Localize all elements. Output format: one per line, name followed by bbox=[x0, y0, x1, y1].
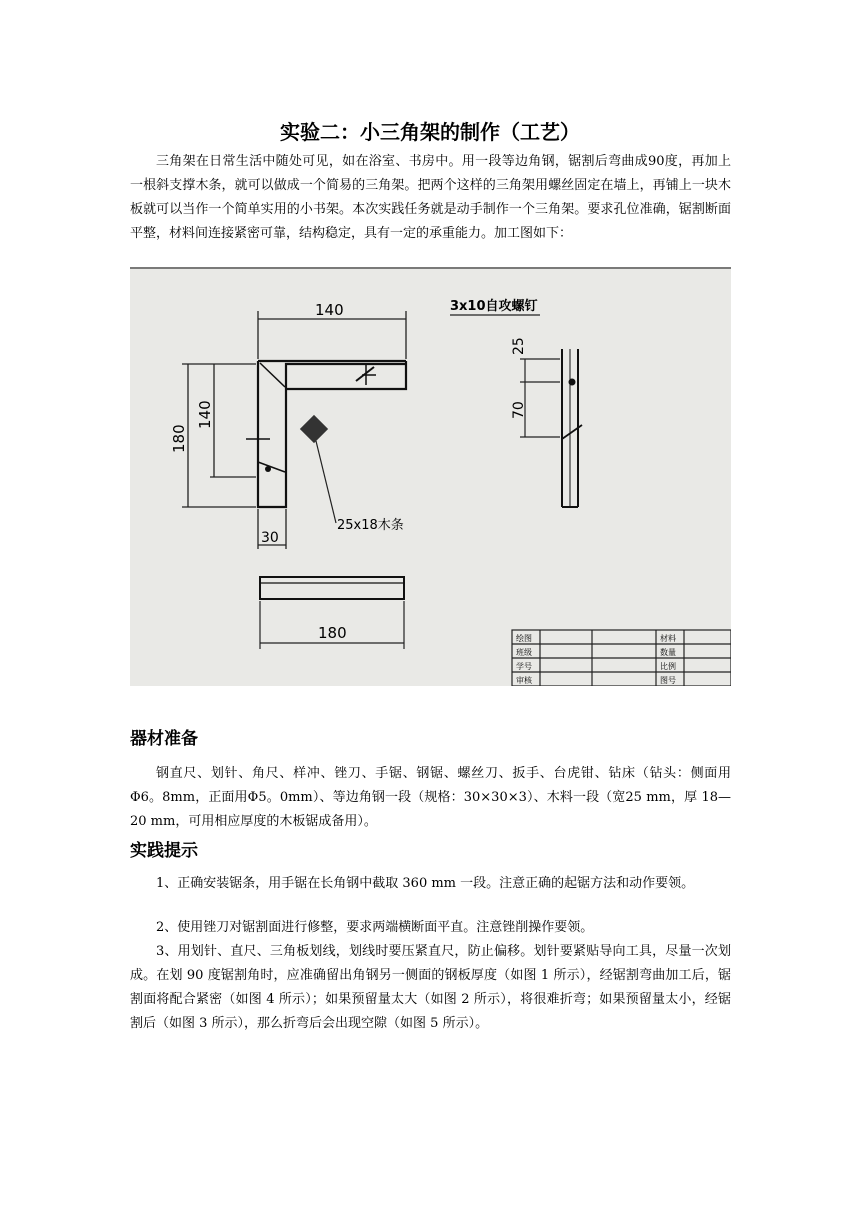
wood-cross-section bbox=[300, 415, 328, 443]
dim-25-70-lines bbox=[520, 359, 560, 437]
screw-label: 3x10自攻螺钉 bbox=[450, 299, 538, 314]
title-block-right-labels bbox=[660, 633, 676, 685]
tip-item-2: 2、使用锉刀对锯割面进行修整，要求两端横断面平直。注意锉削操作要领。 bbox=[156, 920, 594, 935]
drawing-svg bbox=[130, 267, 731, 686]
tb-left-2: 学号 bbox=[516, 662, 532, 671]
hole-mark-bottom bbox=[258, 462, 285, 472]
intro-paragraph: 三角架在日常生活中随处可见，如在浴室、书房中。用一段等边角钢，锯割后弯曲成90度，再加上一根斜支撑木条，就可以做成一个简易的三角架。把两个这样的三角架用螺丝固定在墙上，再铺上一块木板就可以当作一个简单实用的小书架。本次实践任务就是动手制作一个三角架。要求孔位准确，锯割断面平整，材料间连接紧密可靠，结构稳定，具有一定的承重能力。加工图如下： bbox=[130, 154, 731, 241]
engineering-drawing bbox=[130, 267, 731, 686]
angle-steel-side-view bbox=[562, 349, 578, 507]
wood-leader-line bbox=[316, 441, 336, 523]
dim-180-left: 180 bbox=[170, 424, 188, 453]
tb-right-1: 数量 bbox=[660, 648, 676, 657]
title-block-left-labels bbox=[516, 633, 533, 685]
section-materials-heading: 器材准备 bbox=[130, 729, 198, 749]
tb-right-3: 图号 bbox=[660, 676, 676, 685]
dim-180-left-lines bbox=[182, 364, 256, 507]
wood-strip-view bbox=[260, 577, 404, 599]
tip-item-1: 1、正确安装锯条，用手锯在长角钢中截取 360 mm 一段。注意正确的起锯方法和动作要领。 bbox=[156, 876, 695, 891]
dim-30: 30 bbox=[261, 530, 279, 546]
tb-left-1: 班级 bbox=[516, 648, 532, 657]
dim-180-bottom: 180 bbox=[318, 624, 347, 642]
wood-label: 25x18木条 bbox=[337, 518, 404, 533]
hole-dot bbox=[265, 466, 271, 472]
tb-left-3: 审核 bbox=[516, 676, 532, 685]
dim-140-left: 140 bbox=[196, 400, 214, 429]
dim-140-top: 140 bbox=[315, 301, 344, 319]
section-tips-heading: 实践提示 bbox=[130, 841, 198, 861]
dim-70: 70 bbox=[511, 401, 527, 419]
tb-right-0: 材料 bbox=[660, 634, 676, 643]
side-hole-dot bbox=[569, 379, 576, 386]
hole-mark-top bbox=[356, 367, 374, 381]
dim-25: 25 bbox=[511, 337, 527, 355]
tb-left-0: 绘图 bbox=[516, 634, 532, 643]
tb-right-2: 比例 bbox=[660, 662, 676, 671]
page-title: 实验二：小三角架的制作（工艺） bbox=[280, 120, 580, 144]
title-block bbox=[512, 630, 731, 686]
angle-steel-front-view bbox=[258, 361, 406, 507]
section-materials-text: 钢直尺、划针、角尺、样冲、锉刀、手锯、钢锯、螺丝刀、扳手、台虎钳、钻床（钻头：侧面用Φ6。8mm，正面用Φ5。0mm）、等边角钢一段（规格：30×30×3）、木料一段（宽25 mm，厚 18—20 mm，可用相应厚度的木板锯成备用）。 bbox=[130, 766, 731, 829]
dim-140-left-lines bbox=[210, 364, 256, 477]
tip-item-3: 3、用划针、直尺、三角板划线，划线时要压紧直尺，防止偏移。划针要紧贴导向工具，尽量一次划成。在划 90 度锯割角时，应准确留出角钢另一侧面的钢板厚度（如图 1 所示），经锯割弯曲加工后，锯割面将配合紧密（如图 4 所示）；如果预留量太大（如图 2 所示），将很难折弯；如果预留量太小，经锯割后（如图 3 所示），那么折弯后会出现空隙（如图 5 所示）。 bbox=[130, 944, 731, 1031]
